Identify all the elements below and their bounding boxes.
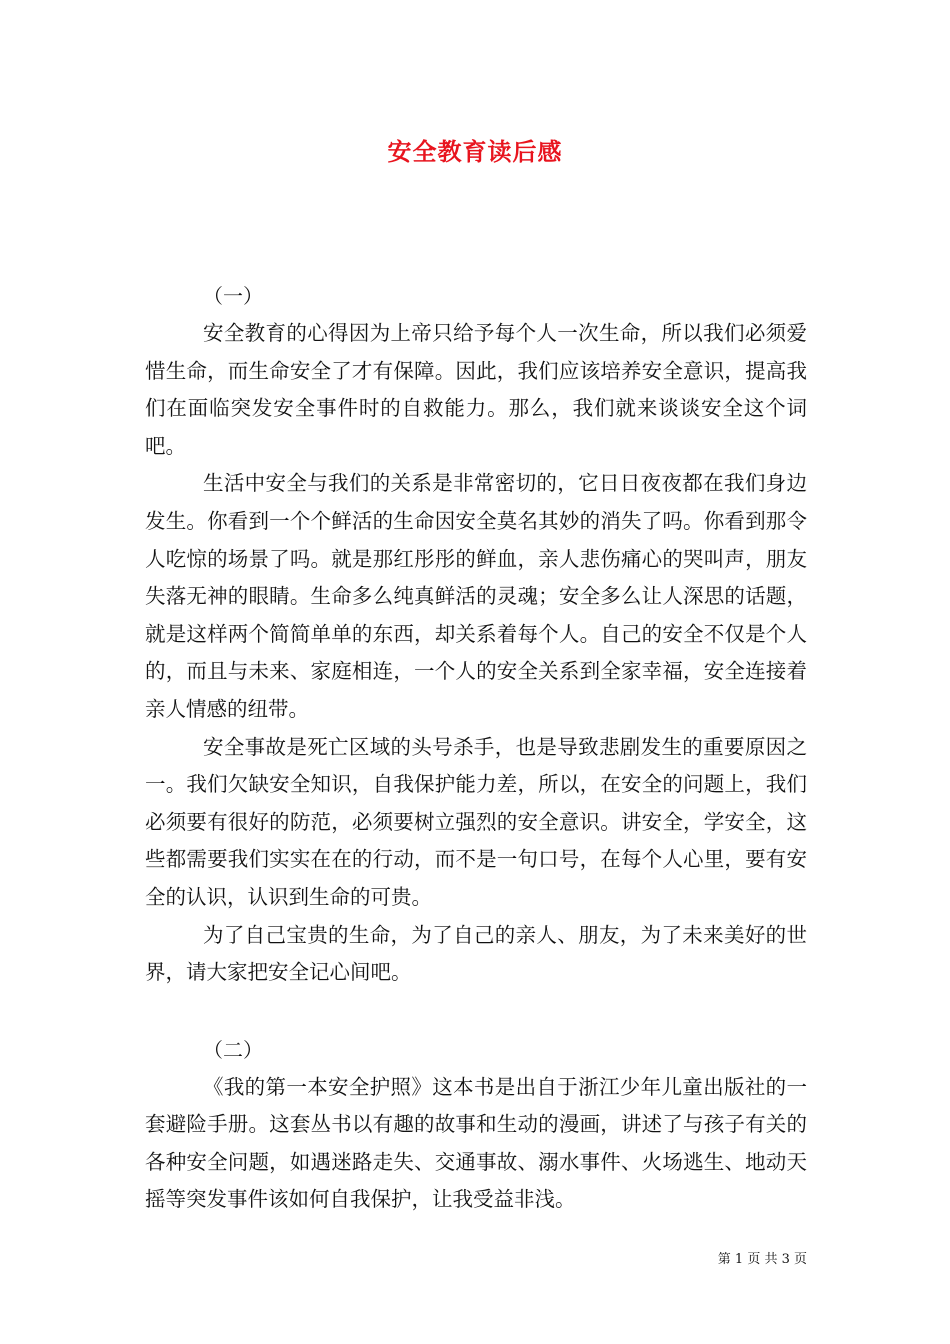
section-gap — [145, 992, 807, 1032]
section-label-2: （二） — [203, 1037, 263, 1062]
page-title: 安全教育读后感 — [387, 138, 563, 166]
paragraph: 为了自己宝贵的生命，为了自己的亲人、朋友，为了未来美好的世界，请大家把安全记心间吧。 — [145, 922, 807, 985]
paragraph: 生活中安全与我们的关系是非常密切的，它日日夜夜都在我们身边发生。你看到一个个鲜活的生命因安全莫名其妙的消失了吗。你看到那令人吃惊的场景了吗。就是那红彤彤的鲜血，亲人悲伤痛心的哭叫声，朋友失落无神的眼睛。生命多么纯真鲜活的灵魂；安全多么让人深思的话题，就是这样两个简简单单的东西，却关系着每个人。自己的安全不仅是个人的，而且与未来、家庭相连，一个人的安全关系到全家幸福，安全连接着亲人情感的纽带。 — [145, 471, 807, 721]
paragraph: 《我的第一本安全护照》这本书是出自于浙江少年儿童出版社的一套避险手册。这套丛书以有趣的故事和生动的漫画，讲述了与孩子有关的各种安全问题，如遇迷路走失、交通事故、溺水事件、火场逃生、地动天摇等突发事件该如何自我保护，让我受益非浅。 — [145, 1074, 807, 1212]
paragraph: 安全教育的心得因为上帝只给予每个人一次生命，所以我们必须爱惜生命，而生命安全了才有保障。因此，我们应该培养安全意识，提高我们在面临突发安全事件时的自救能力。那么，我们就来谈谈安全这个词吧。 — [145, 321, 807, 458]
page-footer: 第 1 页 共 3 页 — [717, 1252, 807, 1267]
paragraph: 安全事故是死亡区域的头号杀手，也是导致悲剧发生的重要原因之一。我们欠缺安全知识，自我保护能力差，所以，在安全的问题上，我们必须要有很好的防范，必须要树立强烈的安全意识。讲安全，学安全，这些都需要我们实实在在的行动，而不是一句口号，在每个人心里，要有安全的认识，认识到生命的可贵。 — [145, 734, 807, 909]
document-body — [145, 278, 807, 1219]
section-label-1: （一） — [203, 284, 263, 308]
